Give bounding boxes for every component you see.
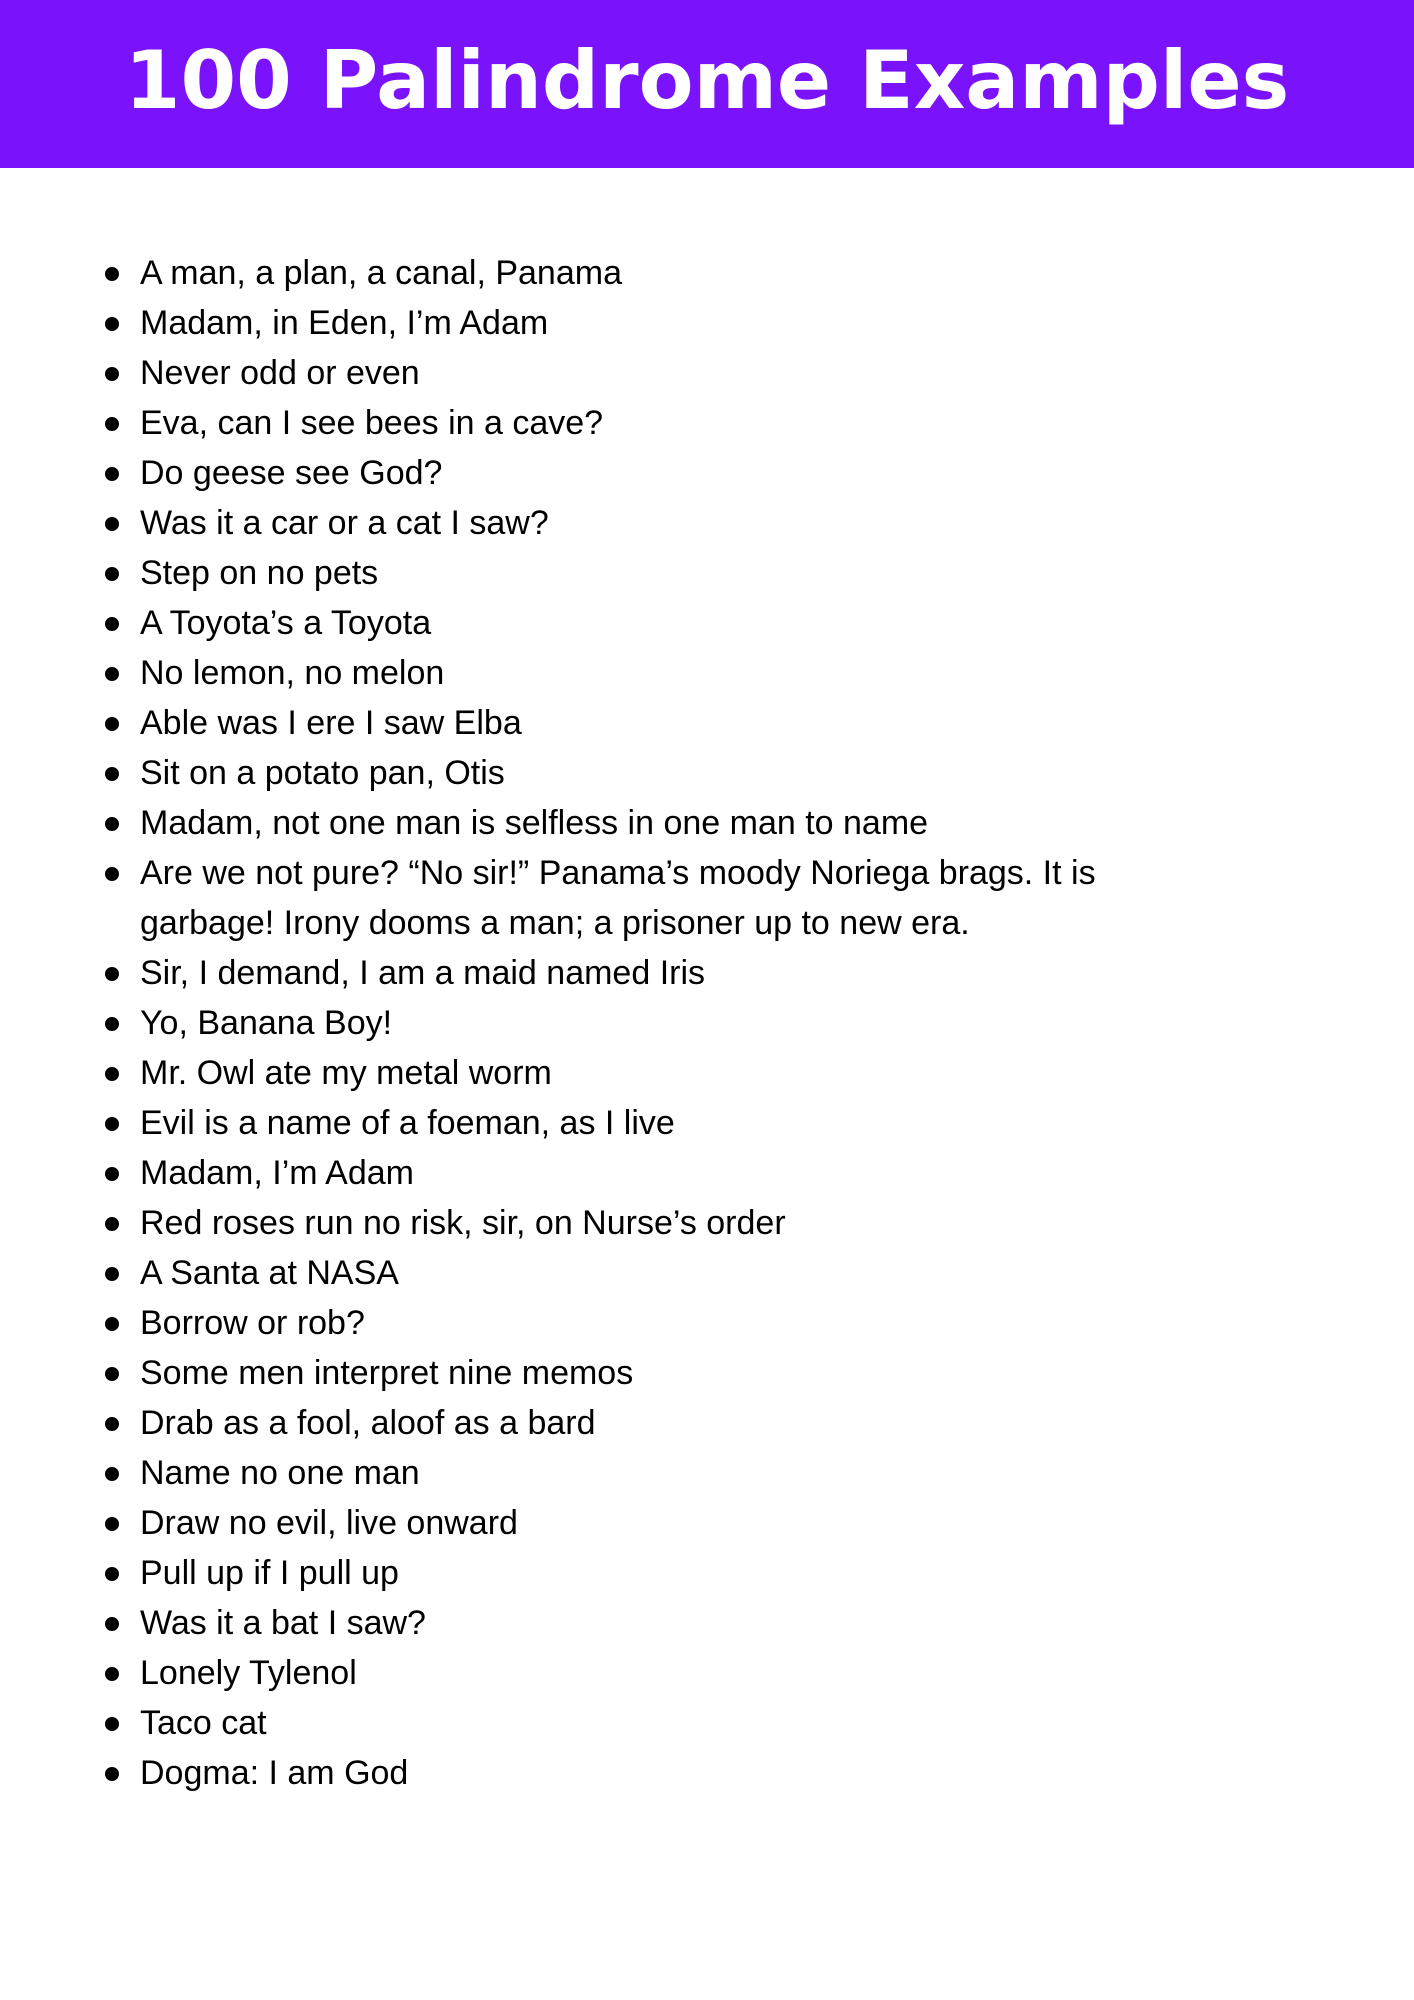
list-item	[0, 1148, 1414, 1198]
header-banner	[0, 0, 1414, 168]
list-item	[0, 948, 1414, 998]
bullet-icon	[105, 1117, 119, 1131]
list-item	[0, 1348, 1414, 1398]
list-item-text: Dogma: I am God	[140, 1754, 409, 1792]
bullet-icon	[105, 617, 119, 631]
list-item-text: Eva, can I see bees in a cave?	[140, 404, 604, 442]
palindrome-list	[0, 248, 1414, 1798]
list-item-text: A Santa at NASA	[140, 1254, 399, 1292]
list-item-text: Was it a car or a cat I saw?	[140, 504, 549, 542]
bullet-icon	[105, 517, 119, 531]
bullet-icon	[105, 1617, 119, 1631]
list-item	[0, 248, 1414, 298]
list-item-text: Do geese see God?	[140, 454, 443, 492]
list-item	[0, 1748, 1414, 1798]
list-item	[0, 698, 1414, 748]
bullet-icon	[105, 1067, 119, 1081]
bullet-icon	[105, 467, 119, 481]
bullet-icon	[105, 1167, 119, 1181]
bullet-icon	[105, 417, 119, 431]
list-item	[0, 1698, 1414, 1748]
bullet-icon	[105, 767, 119, 781]
list-item-text: Lonely Tylenol	[140, 1654, 357, 1692]
bullet-icon	[105, 717, 119, 731]
list-item-text: A man, a plan, a canal, Panama	[140, 254, 622, 292]
list-item-text: Madam, in Eden, I’m Adam	[140, 304, 549, 342]
page-title: 100 Palindrome Examples	[124, 34, 1290, 127]
bullet-icon	[105, 1317, 119, 1331]
bullet-icon	[105, 967, 119, 981]
list-item-text: Evil is a name of a foeman, as I live	[140, 1104, 675, 1142]
list-item	[0, 998, 1414, 1048]
list-item-text: Mr. Owl ate my metal worm	[140, 1054, 552, 1092]
bullet-icon	[105, 667, 119, 681]
list-item	[0, 1098, 1414, 1148]
bullet-icon	[105, 1217, 119, 1231]
list-item	[0, 1048, 1414, 1098]
list-item-text: Name no one man	[140, 1454, 420, 1492]
bullet-icon	[105, 1667, 119, 1681]
bullet-icon	[105, 1467, 119, 1481]
list-item-text: Was it a bat I saw?	[140, 1604, 426, 1642]
bullet-icon	[105, 367, 119, 381]
list-item-text: Are we not pure? “No sir!” Panama’s moody Noriega brags. It is garbage! Irony dooms a man; a prisoner up to new era.	[140, 854, 1096, 942]
list-item	[0, 498, 1414, 548]
list-item	[0, 1498, 1414, 1548]
list-item-text: Pull up if I pull up	[140, 1554, 399, 1592]
list-item	[0, 748, 1414, 798]
list-item-text: A Toyota’s a Toyota	[140, 604, 432, 642]
bullet-icon	[105, 1717, 119, 1731]
list-item-text: Red roses run no risk, sir, on Nurse’s order	[140, 1204, 786, 1242]
list-item	[0, 1548, 1414, 1598]
list-item	[0, 298, 1414, 348]
list-item-text: Yo, Banana Boy!	[140, 1004, 393, 1042]
list-item	[0, 548, 1414, 598]
bullet-icon	[105, 267, 119, 281]
list-item	[0, 1198, 1414, 1248]
list-item-text: Sit on a potato pan, Otis	[140, 754, 505, 792]
list-item-text: Draw no evil, live onward	[140, 1504, 518, 1542]
list-item-text: Never odd or even	[140, 354, 420, 392]
bullet-icon	[105, 1017, 119, 1031]
list-item	[0, 348, 1414, 398]
list-item	[0, 1448, 1414, 1498]
bullet-icon	[105, 1417, 119, 1431]
list-item-text: Drab as a fool, aloof as a bard	[140, 1404, 596, 1442]
bullet-icon	[105, 867, 119, 881]
bullet-icon	[105, 1267, 119, 1281]
list-item	[0, 1248, 1414, 1298]
list-item-text: Madam, not one man is selfless in one man to name	[140, 804, 929, 842]
bullet-icon	[105, 1767, 119, 1781]
list-item-text: No lemon, no melon	[140, 654, 445, 692]
list-item	[0, 1598, 1414, 1648]
list-item-text: Madam, I’m Adam	[140, 1154, 414, 1192]
list-item-text: Sir, I demand, I am a maid named Iris	[140, 954, 706, 992]
bullet-icon	[105, 317, 119, 331]
bullet-icon	[105, 817, 119, 831]
list-item	[0, 1648, 1414, 1698]
list-item-text: Able was I ere I saw Elba	[140, 704, 522, 742]
bullet-icon	[105, 1367, 119, 1381]
list-item	[0, 448, 1414, 498]
list-item-text: Some men interpret nine memos	[140, 1354, 634, 1392]
list-item-text: Taco cat	[140, 1704, 267, 1742]
list-item	[0, 1298, 1414, 1348]
bullet-icon	[105, 1567, 119, 1581]
list-item	[0, 1398, 1414, 1448]
bullet-icon	[105, 1517, 119, 1531]
list-item	[0, 798, 1414, 848]
list-item	[0, 848, 1414, 948]
list-item	[0, 648, 1414, 698]
list-item	[0, 398, 1414, 448]
list-item	[0, 598, 1414, 648]
list-item-text: Borrow or rob?	[140, 1304, 365, 1342]
bullet-icon	[105, 567, 119, 581]
list-item-text: Step on no pets	[140, 554, 379, 592]
